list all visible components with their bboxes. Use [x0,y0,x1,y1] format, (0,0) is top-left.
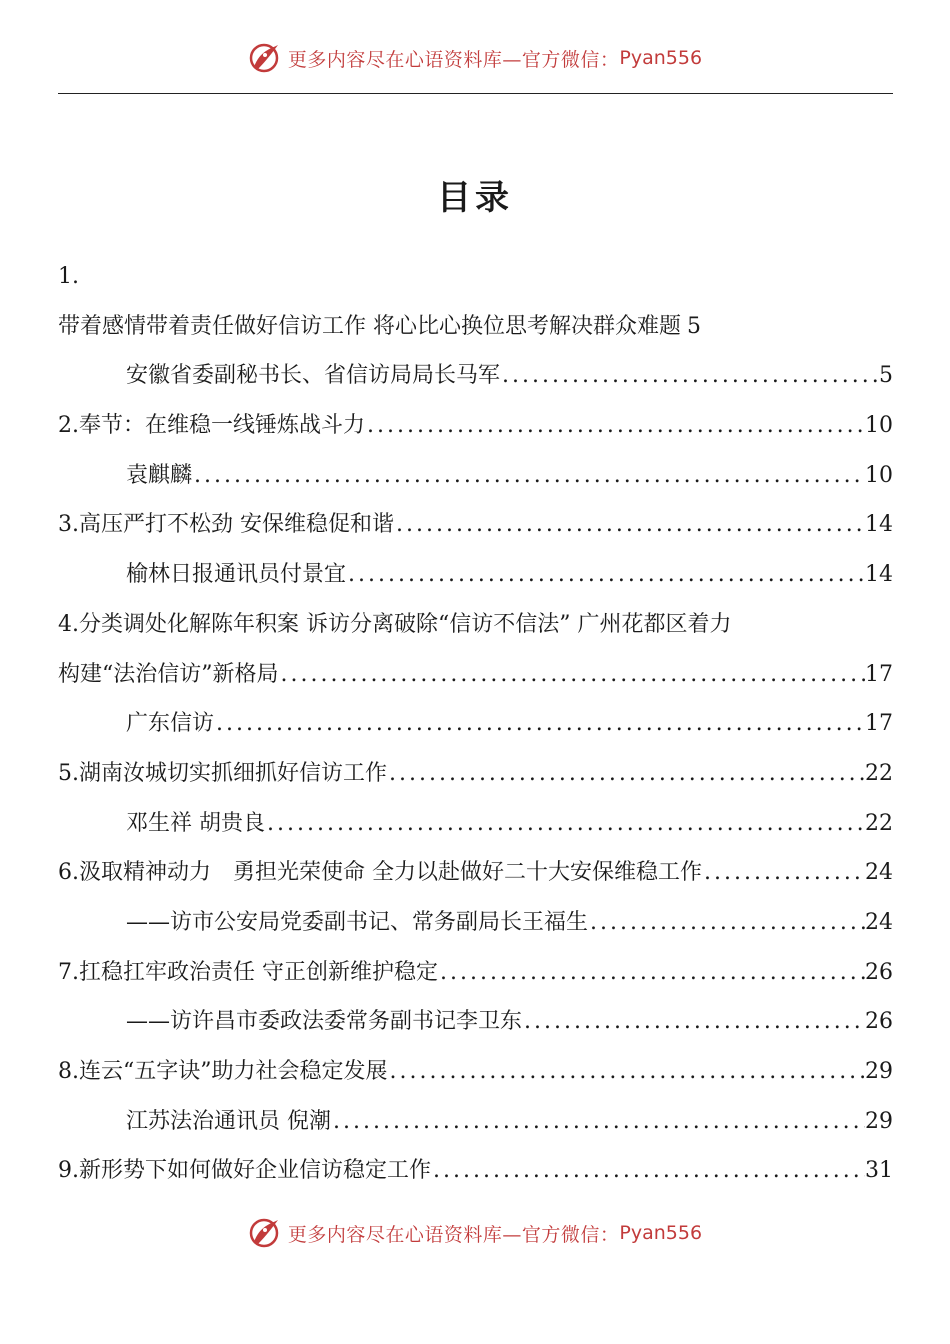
toc-page-number: 26 [865,959,893,985]
toc-entry[interactable] [58,1146,893,1196]
toc-entry-text: 2.奉节：在维稳一线锤炼战斗力 [58,413,365,439]
toc-entry-text: 榆林日报通讯员付景宜 [126,562,347,588]
toc-entry-text: 8.连云“五字诀”助力社会稳定发展 [58,1059,388,1084]
toc-page-number: 10 [865,462,893,488]
toc-page-number: 17 [865,661,893,687]
toc-entry[interactable] [58,848,893,898]
toc-page-number: 26 [865,1009,893,1035]
header-banner-text: 更多内容尽在心语资料库—官方微信： [287,48,620,71]
toc-page-number: 24 [865,909,893,935]
toc-dot-leader [431,1146,865,1196]
toc-dot-leader [331,1097,865,1147]
toc-entry-text: 邓生祥 胡贵良 [126,810,265,836]
toc-dot-leader [387,749,865,799]
toc-dot-leader [500,351,879,401]
toc-entry-text: 7.扛稳扛牢政治责任 守正创新维护稳定 [58,959,438,985]
toc-subentry[interactable] [58,451,893,501]
toc-dot-leader [265,799,865,849]
toc-entry-text: ——访许昌市委政法委常务副书记李卫东 [126,1009,523,1035]
toc-entry-text: 带着感情带着责任做好信访工作 将心比心换位思考解决群众难题 [58,313,681,339]
toc-dot-leader [192,451,865,501]
toc-page-number: 5 [879,363,893,389]
toc-dot-leader [394,500,865,550]
toc-entry-text: 6.汲取精神动力 勇担光荣使命 全力以赴做好二十大安保维稳工作 [58,860,702,886]
toc-subentry[interactable] [58,699,893,749]
toc-entry-text: 4.分类调处化解陈年积案 诉访分离破除“信访不信法” 广州花都区着力 [58,611,732,637]
toc-page-number: 5 [687,313,701,339]
toc-page-number: 31 [865,1158,893,1184]
toc-entry-text: 江苏法治通讯员 倪潮 [126,1108,331,1134]
toc-subentry[interactable] [58,799,893,849]
toc-page-number: 24 [865,860,893,886]
toc-entry[interactable] [58,600,893,650]
header-banner [0,38,950,78]
toc-page-number: 14 [865,562,893,588]
brush-logo-icon [248,1216,282,1250]
toc-entry-text: 3.高压严打不松劲 安保维稳促和谐 [58,512,394,538]
toc-entry-text: 袁麒麟 [126,462,193,488]
toc-dot-leader [588,898,865,948]
toc-entry-text: ——访市公安局党委副书记、常务副局长王福生 [126,909,589,935]
toc-page-number: 29 [865,1108,893,1134]
toc-dot-leader [279,650,866,700]
toc-dot-leader [214,699,865,749]
toc-dot-leader [346,550,865,600]
toc-entry[interactable] [58,500,893,550]
brush-logo-icon [248,41,282,75]
toc-entry-text: 安徽省委副秘书长、省信访局局长马军 [126,363,501,389]
toc-subentry[interactable] [58,898,893,948]
toc-page-number: 22 [865,760,893,786]
toc-page-number: 29 [865,1059,893,1084]
toc-dot-leader [388,1047,866,1097]
toc-page-number: 22 [865,810,893,836]
toc-entry-text: 广东信访 [126,711,215,737]
toc-page-number: 17 [865,711,893,737]
toc-dot-leader [522,997,865,1047]
toc-entry[interactable] [58,948,893,998]
page-title: 目录 [437,178,513,218]
footer-banner-id: Pyan556 [619,1222,703,1244]
toc-entry[interactable] [58,1047,893,1097]
toc-entry[interactable] [58,650,893,700]
toc-subentry[interactable] [58,550,893,600]
toc-entry[interactable] [58,302,893,352]
toc-subentry[interactable] [58,997,893,1047]
toc-entry[interactable] [58,401,893,451]
header-banner-id: Pyan556 [619,47,703,69]
toc-dot-leader [365,401,865,451]
toc-entry[interactable] [58,252,893,302]
toc-entry-text: 构建“法治信访”新格局 [58,661,279,687]
toc-dot-leader [702,848,865,898]
toc-subentry[interactable] [58,1097,893,1147]
toc-entry-text: 1. [58,264,79,289]
table-of-contents [58,252,893,1196]
toc-page-number: 10 [865,413,893,439]
footer-banner [0,1213,950,1253]
toc-entry-text: 9.新形势下如何做好企业信访稳定工作 [58,1158,431,1184]
toc-page-number: 14 [865,512,893,538]
header-rule [58,93,893,94]
toc-dot-leader [438,948,865,998]
toc-entry-text: 5.湖南汝城切实抓细抓好信访工作 [58,760,387,786]
toc-subentry[interactable] [58,351,893,401]
toc-entry[interactable] [58,749,893,799]
footer-banner-text: 更多内容尽在心语资料库—官方微信： [287,1223,620,1246]
